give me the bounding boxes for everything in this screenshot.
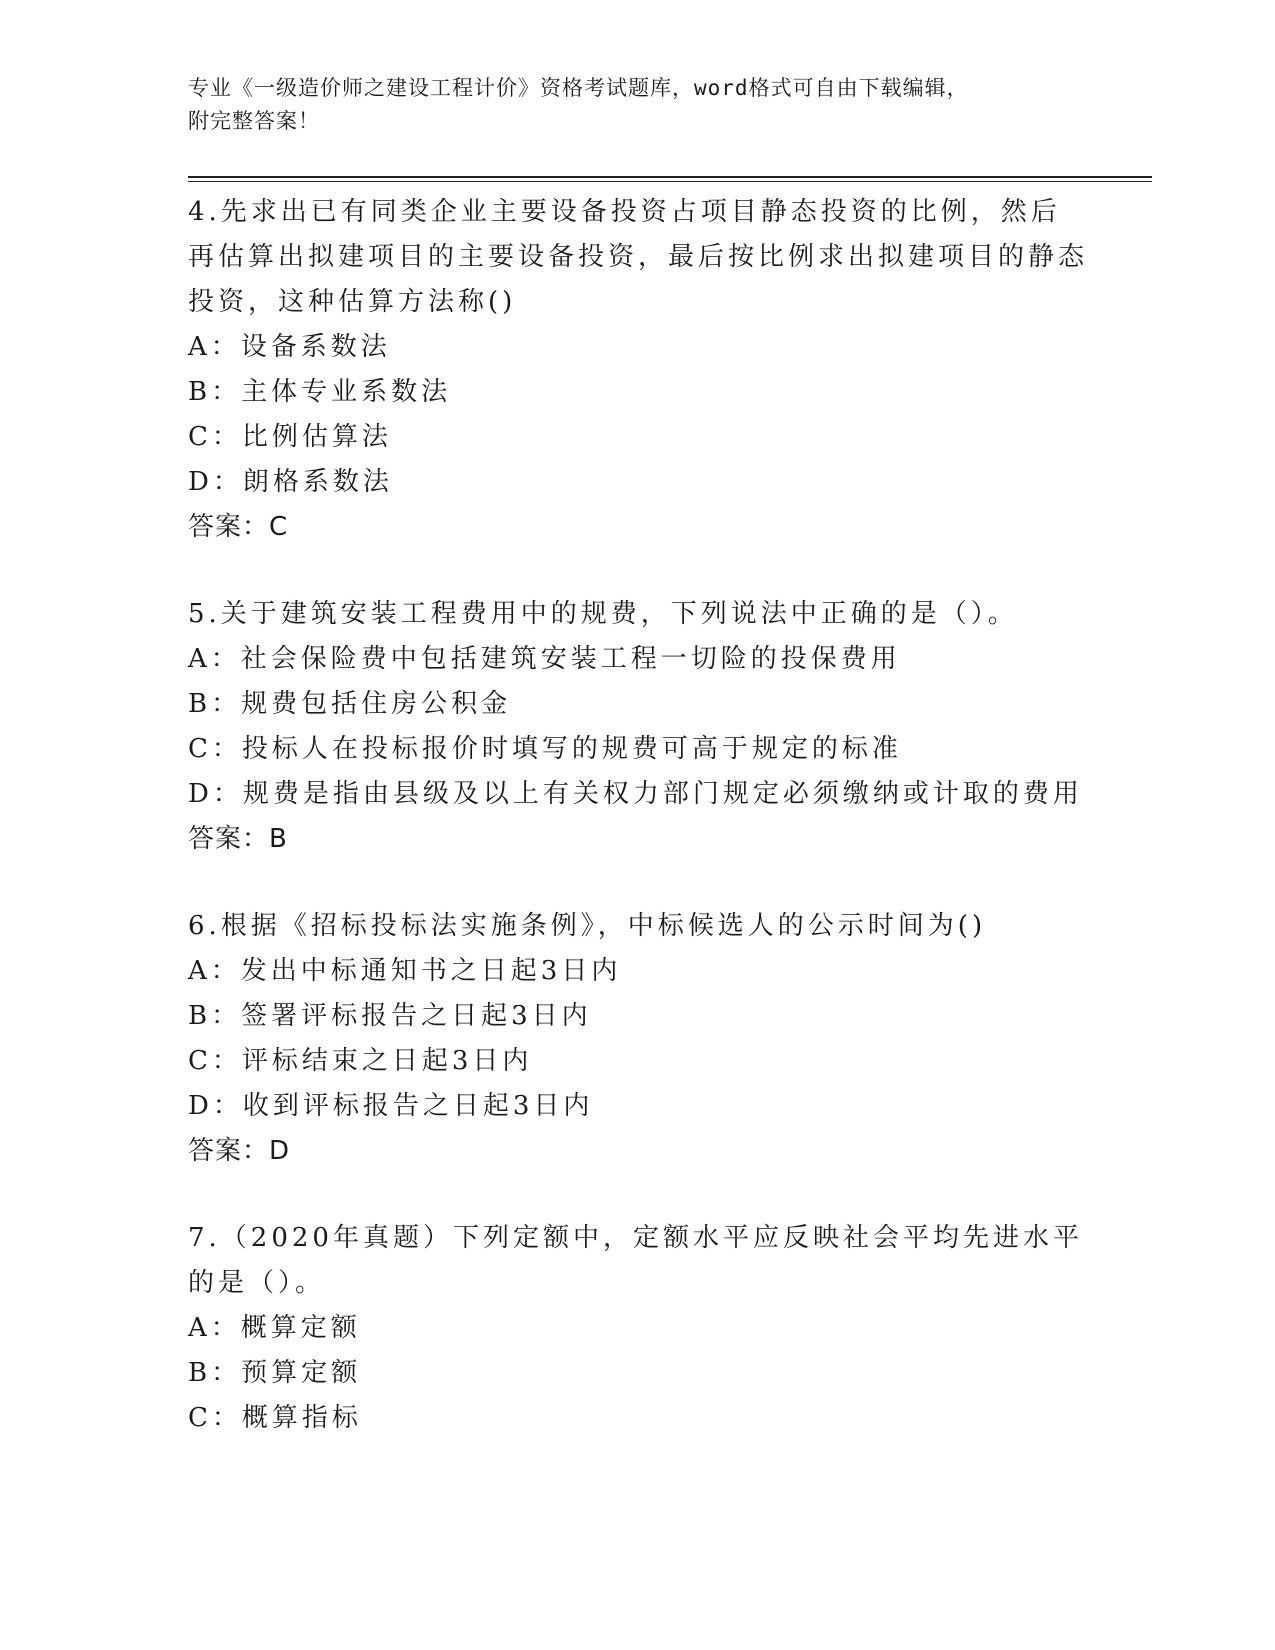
- question-7: [188, 1216, 1088, 1441]
- option-a: A：概算定额: [188, 1313, 361, 1343]
- question-spacer: [188, 550, 1088, 592]
- option-b: B：主体专业系数法: [188, 377, 452, 407]
- header-line-1: 专业《一级造价师之建设工程计价》资格考试题库，word格式可自由下载编辑，: [188, 76, 969, 100]
- option-a: A：社会保险费中包括建筑安装工程一切险的投保费用: [188, 644, 901, 674]
- option-c: C：投标人在投标报价时填写的规费可高于规定的标准: [188, 734, 902, 764]
- option-a: A：设备系数法: [188, 332, 391, 362]
- answer-line: 答案：D: [188, 1136, 291, 1166]
- option-c: C：概算指标: [188, 1403, 362, 1433]
- option-b: B：签署评标报告之日起3日内: [188, 1001, 592, 1031]
- answer-line: 答案：C: [188, 512, 289, 542]
- option-d: D：规费是指由县级及以上有关权力部门规定必须缴纳或计取的费用: [188, 779, 1083, 809]
- question-stem: 4.先求出已有同类企业主要设备投资占项目静态投资的比例，然后再估算出拟建项目的主要设备投资，最后按比例求出拟建项目的静态投资，这种估算方法称(): [188, 197, 1089, 317]
- header-rule-thin: [188, 181, 1152, 182]
- question-spacer: [188, 1174, 1088, 1216]
- option-d: D：朗格系数法: [188, 467, 393, 497]
- option-c: C：评标结束之日起3日内: [188, 1046, 533, 1076]
- option-a: A：发出中标通知书之日起3日内: [188, 956, 622, 986]
- question-stem: 5.关于建筑安装工程费用中的规费，下列说法中正确的是（）。: [188, 599, 1018, 629]
- question-spacer: [188, 862, 1088, 904]
- question-list: [188, 190, 1088, 1441]
- header-line-2: 附完整答案！: [188, 109, 320, 133]
- option-c: C：比例估算法: [188, 422, 392, 452]
- question-5: [188, 592, 1088, 862]
- option-b: B：规费包括住房公积金: [188, 689, 512, 719]
- question-4: [188, 190, 1088, 550]
- question-6: [188, 904, 1088, 1174]
- question-stem: 7.（2020年真题）下列定额中，定额水平应反映社会平均先进水平的是（）。: [188, 1223, 1083, 1298]
- document-header: [188, 72, 1068, 138]
- option-d: D：收到评标报告之日起3日内: [188, 1091, 594, 1121]
- question-stem: 6.根据《招标投标法实施条例》，中标候选人的公示时间为(): [188, 911, 987, 941]
- header-rule-thick: [188, 176, 1152, 178]
- answer-line: 答案：B: [188, 824, 288, 854]
- option-b: B：预算定额: [188, 1358, 362, 1388]
